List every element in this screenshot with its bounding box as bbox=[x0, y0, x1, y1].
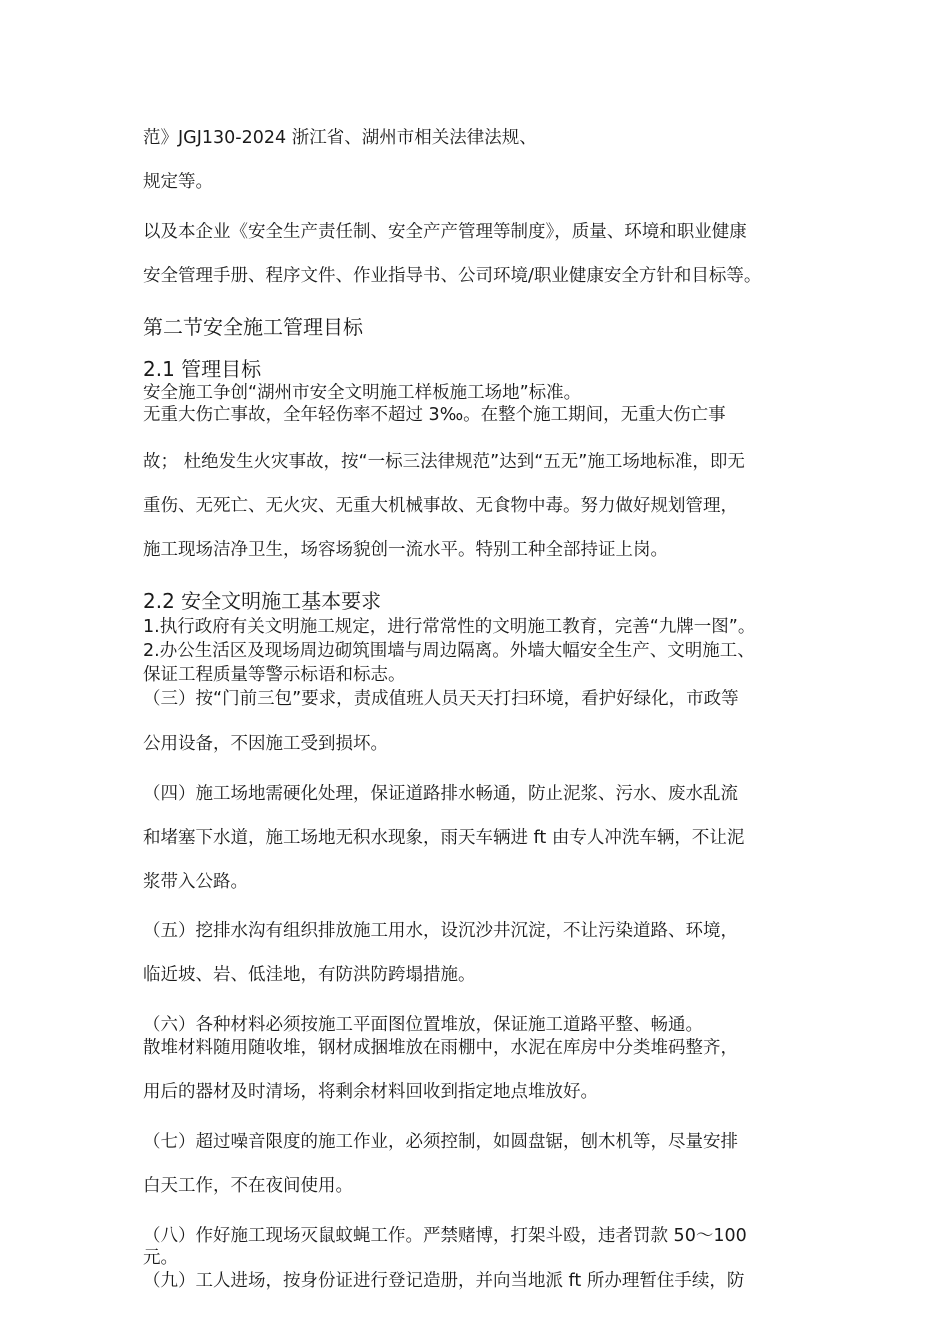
text-line-8: 无重大伤亡事故，全年轻伤率不超过 3‰。在整个施工期间，无重大伤亡事 bbox=[143, 405, 726, 425]
text-line-10: 重伤、无死亡、无火灾、无重大机械事故、无食物中毒。努力做好规划管理， bbox=[143, 496, 738, 516]
text-line-25: 用后的器材及时清场，将剩余材料回收到指定地点堆放好。 bbox=[143, 1082, 598, 1102]
text-line-14: 2.办公生活区及现场周边砌筑围墙与周边隔离。外墙大幅安全生产、文明施工、 bbox=[143, 641, 755, 661]
text-line-13: 1.执行政府有关文明施工规定，进行常常性的文明施工教育，完善“九牌一图”。 bbox=[143, 617, 756, 637]
text-line-24: 散堆材料随用随收堆，钢材成捆堆放在雨棚中，水泥在库房中分类堆码整齐， bbox=[143, 1038, 738, 1058]
text-line-3: 以及本企业《安全生产责任制、安全产产管理等制度》，质量、环境和职业健康 bbox=[143, 222, 747, 242]
text-line-2: 规定等。 bbox=[143, 172, 213, 192]
text-line-16: （三）按“门前三包”要求，责成值班人员天天打扫环境，看护好绿化，市政等 bbox=[143, 689, 739, 709]
text-line-21: （五）挖排水沟有组织排放施工用水，设沉沙井沉淀，不让污染道路、环境， bbox=[143, 921, 738, 941]
text-line-9: 故； 杜绝发生火灾事故，按“一标三法律规范”达到“五无”施工场地标准，即无 bbox=[143, 452, 745, 472]
text-line-27: 白天工作，不在夜间使用。 bbox=[143, 1176, 353, 1196]
subsection-heading-2-2: 2.2 安全文明施工基本要求 bbox=[143, 589, 382, 613]
text-line-4: 安全管理手册、程序文件、作业指导书、公司环境/职业健康安全方针和目标等。 bbox=[143, 266, 762, 286]
text-line-29: 元。 bbox=[143, 1248, 178, 1268]
text-line-19: 和堵塞下水道，施工场地无积水现象，雨天车辆进 ft 由专人冲洗车辆，不让泥 bbox=[143, 828, 745, 848]
text-line-28: （八）作好施工现场灭鼠蚊蝇工作。严禁赌博，打架斗殴，违者罚款 50～100 bbox=[143, 1226, 747, 1246]
section-heading: 第二节安全施工管理目标 bbox=[143, 315, 363, 339]
text-line-22: 临近坡、岩、低洼地，有防洪防跨塌措施。 bbox=[143, 965, 476, 985]
subsection-heading-2-1: 2.1 管理目标 bbox=[143, 357, 262, 381]
text-line-18: （四）施工场地需硬化处理，保证道路排水畅通，防止泥浆、污水、废水乱流 bbox=[143, 784, 738, 804]
text-line-17: 公用设备，不因施工受到损坏。 bbox=[143, 734, 388, 754]
text-line-30: （九）工人进场，按身份证进行登记造册，并向当地派 ft 所办理暂住手续，防 bbox=[143, 1271, 745, 1291]
text-line-26: （七）超过噪音限度的施工作业，必须控制，如圆盘锯，刨木机等，尽量安排 bbox=[143, 1132, 738, 1152]
text-line-11: 施工现场洁净卫生，场容场貌创一流水平。特别工种全部持证上岗。 bbox=[143, 540, 668, 560]
text-line-15: 保证工程质量等警示标语和标志。 bbox=[143, 665, 406, 685]
text-line-23: （六）各种材料必须按施工平面图位置堆放，保证施工道路平整、畅通。 bbox=[143, 1015, 703, 1035]
text-line-1: 范》JGJ130-2024 浙江省、湖州市相关法律法规、 bbox=[143, 128, 537, 148]
text-line-7: 安全施工争创“湖州市安全文明施工样板施工场地”标准。 bbox=[143, 383, 582, 403]
text-line-20: 浆带入公路。 bbox=[143, 872, 248, 892]
